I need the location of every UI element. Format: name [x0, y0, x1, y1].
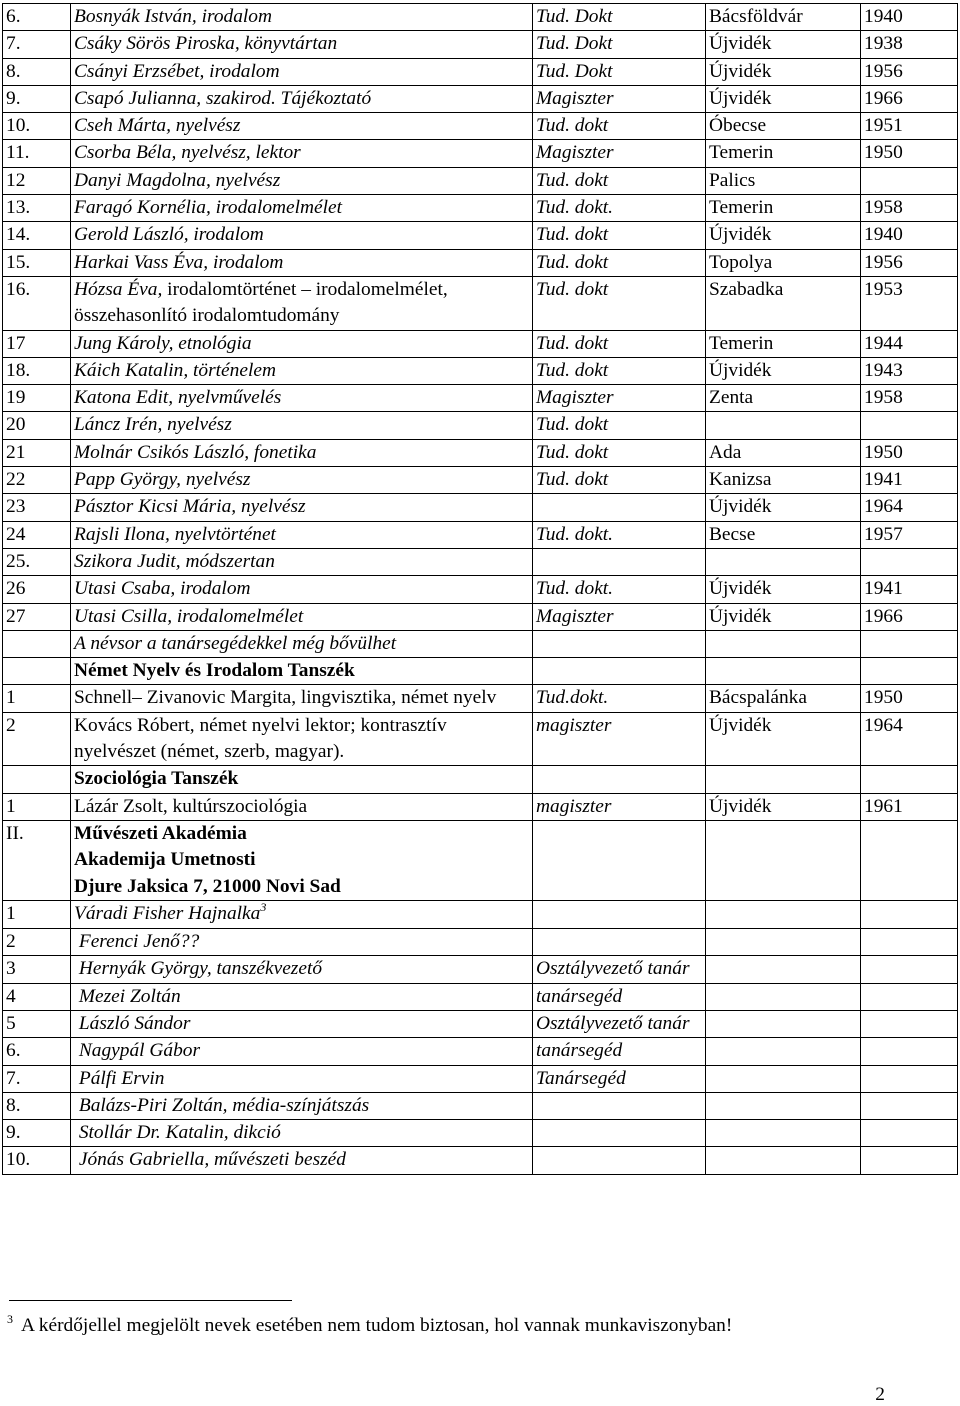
staff-birthplace: Zenta [706, 385, 861, 412]
staff-position [533, 1147, 706, 1174]
staff-name [71, 900, 533, 928]
staff-name-text: Nagypál Gábor [74, 1040, 201, 1062]
staff-position [533, 1092, 706, 1119]
staff-name [71, 1092, 533, 1119]
staff-degree: Tud. dokt [533, 276, 706, 330]
staff-name-text: Mezei Zoltán [74, 985, 181, 1007]
staff-degree: Tud. dokt [533, 249, 706, 276]
staff-birthplace: Temerin [706, 140, 861, 167]
empty-cell [861, 630, 958, 657]
staff-birthyear: 1966 [861, 85, 958, 112]
academy-heading [71, 820, 533, 900]
row-number: 8. [3, 1092, 71, 1119]
staff-name [71, 956, 533, 983]
staff-name: Harkai Vass Éva, irodalom [71, 249, 533, 276]
empty-cell [861, 900, 958, 928]
staff-birthyear: 1950 [861, 685, 958, 712]
staff-birthyear: 1966 [861, 603, 958, 630]
table-row [3, 712, 958, 766]
staff-birthyear: 1956 [861, 249, 958, 276]
section-number: II. [3, 820, 71, 900]
staff-birthplace: Temerin [706, 195, 861, 222]
staff-name: Csáky Sörös Piroska, könyvtártan [71, 31, 533, 58]
table-row [3, 658, 958, 685]
row-number: 15. [3, 249, 71, 276]
staff-birthplace [706, 412, 861, 439]
table-row [3, 195, 958, 222]
row-number: 25. [3, 548, 71, 575]
row-number: 20 [3, 412, 71, 439]
staff-name-text: László Sándor [74, 1012, 191, 1034]
staff-birthyear: 1951 [861, 113, 958, 140]
empty-cell [706, 1065, 861, 1092]
staff-degree: magiszter [533, 712, 706, 766]
staff-name: Pásztor Kicsi Mária, nyelvész [71, 494, 533, 521]
empty-cell [706, 766, 861, 793]
staff-degree: Tud. Dokt [533, 4, 706, 31]
table-row [3, 685, 958, 712]
footnote-reference: 3 [260, 899, 267, 914]
staff-name-italic: Hózsa Éva, [74, 278, 163, 300]
staff-name: Cseh Márta, nyelvész [71, 113, 533, 140]
staff-birthyear: 1957 [861, 521, 958, 548]
row-number: 24 [3, 521, 71, 548]
staff-degree: Tud. dokt [533, 467, 706, 494]
staff-degree [533, 548, 706, 575]
staff-birthplace: Újvidék [706, 576, 861, 603]
empty-cell [861, 1038, 958, 1065]
table-row [3, 1120, 958, 1147]
row-number: 19 [3, 385, 71, 412]
staff-birthyear: 1944 [861, 330, 958, 357]
staff-birthplace: Bácsföldvár [706, 4, 861, 31]
staff-degree: Tud. dokt [533, 113, 706, 140]
staff-name: Lázár Zsolt, kultúrszociológia [71, 793, 533, 820]
table-row [3, 820, 958, 900]
empty-cell [533, 820, 706, 900]
staff-birthplace: Becse [706, 521, 861, 548]
staff-name: Jung Károly, etnológia [71, 330, 533, 357]
staff-name: Csapó Julianna, szakirod. Tájékoztató [71, 85, 533, 112]
staff-field: irodalomtörténet – irodalomelmélet, összehasonlító irodalomtudomány [74, 278, 448, 327]
table-row [3, 494, 958, 521]
empty-cell [706, 1120, 861, 1147]
staff-degree: Tud.dokt. [533, 685, 706, 712]
staff-degree [533, 494, 706, 521]
table-row [3, 1065, 958, 1092]
empty-cell [533, 658, 706, 685]
staff-name: Schnell– Zivanovic Margita, lingvisztika, német nyelv [71, 685, 533, 712]
staff-name: Káich Katalin, történelem [71, 357, 533, 384]
staff-degree: Tud. dokt [533, 439, 706, 466]
staff-degree: Magiszter [533, 385, 706, 412]
row-number: 4 [3, 983, 71, 1010]
staff-degree: Tud. dokt [533, 222, 706, 249]
empty-cell [861, 1147, 958, 1174]
empty-cell [533, 766, 706, 793]
row-number: 3 [3, 956, 71, 983]
table-row [3, 521, 958, 548]
staff-birthplace: Újvidék [706, 58, 861, 85]
row-number: 17 [3, 330, 71, 357]
staff-name: Utasi Csilla, irodalomelmélet [71, 603, 533, 630]
staff-birthplace: Palics [706, 167, 861, 194]
empty-cell [861, 956, 958, 983]
empty-cell [706, 1038, 861, 1065]
staff-birthplace: Újvidék [706, 712, 861, 766]
row-number: 12 [3, 167, 71, 194]
table-row [3, 793, 958, 820]
staff-degree: Tud. dokt [533, 357, 706, 384]
table-row [3, 222, 958, 249]
staff-name-text: Váradi Fisher Hajnalka [74, 902, 261, 924]
table-row [3, 766, 958, 793]
staff-birthyear: 1940 [861, 4, 958, 31]
staff-name: Csorba Béla, nyelvész, lektor [71, 140, 533, 167]
table-row [3, 113, 958, 140]
staff-name [71, 1120, 533, 1147]
staff-degree: Tud. dokt. [533, 195, 706, 222]
staff-birthplace: Ada [706, 439, 861, 466]
row-number [3, 766, 71, 793]
row-number: 6. [3, 4, 71, 31]
staff-name [71, 276, 533, 330]
staff-birthyear: 1956 [861, 58, 958, 85]
row-number: 9. [3, 85, 71, 112]
empty-cell [861, 820, 958, 900]
row-number: 27 [3, 603, 71, 630]
staff-name: Molnár Csikós László, fonetika [71, 439, 533, 466]
staff-table [2, 3, 958, 1175]
table-row [3, 385, 958, 412]
row-number: 14. [3, 222, 71, 249]
staff-name-text: Hernyák György, tanszékvezető [74, 958, 323, 980]
staff-name [71, 929, 533, 956]
staff-degree: Magiszter [533, 85, 706, 112]
staff-name: Katona Edit, nyelvművelés [71, 385, 533, 412]
document-page [0, 3, 960, 1175]
row-number [3, 630, 71, 657]
table-row [3, 603, 958, 630]
table-row [3, 1010, 958, 1037]
row-number: 10. [3, 113, 71, 140]
empty-cell [706, 1092, 861, 1119]
empty-cell [861, 658, 958, 685]
staff-birthyear: 1941 [861, 467, 958, 494]
row-number: 1 [3, 793, 71, 820]
staff-birthyear [861, 548, 958, 575]
staff-birthyear: 1943 [861, 357, 958, 384]
row-number: 11. [3, 140, 71, 167]
table-row [3, 1147, 958, 1174]
table-row [3, 900, 958, 928]
table-row [3, 1092, 958, 1119]
staff-table-body [3, 4, 958, 1175]
list-note: A névsor a tanársegédekkel még bővülhet [71, 630, 533, 657]
department-heading: Szociológia Tanszék [71, 766, 533, 793]
academy-heading-line3: Djure Jaksica 7, 21000 Novi Sad [74, 875, 341, 897]
row-number: 21 [3, 439, 71, 466]
staff-degree: Magiszter [533, 603, 706, 630]
staff-birthyear: 1958 [861, 195, 958, 222]
table-row [3, 630, 958, 657]
empty-cell [861, 766, 958, 793]
empty-cell [706, 658, 861, 685]
empty-cell [706, 956, 861, 983]
staff-name-text: Jónás Gabriella, művészeti beszéd [74, 1149, 346, 1171]
staff-name: Kovács Róbert, német nyelvi lektor; kontrasztív nyelvészet (német, szerb, magyar). [71, 712, 533, 766]
staff-name [71, 1065, 533, 1092]
row-number: 1 [3, 900, 71, 928]
staff-birthplace: Újvidék [706, 31, 861, 58]
empty-cell [861, 929, 958, 956]
staff-position: Osztályvezető tanár [533, 1010, 706, 1037]
staff-position [533, 900, 706, 928]
table-row [3, 276, 958, 330]
staff-name: Csányi Erzsébet, irodalom [71, 58, 533, 85]
row-number: 10. [3, 1147, 71, 1174]
table-row [3, 1038, 958, 1065]
empty-cell [706, 1147, 861, 1174]
row-number: 16. [3, 276, 71, 330]
footnote-separator [9, 1300, 292, 1301]
staff-birthplace: Szabadka [706, 276, 861, 330]
table-row [3, 439, 958, 466]
table-row [3, 412, 958, 439]
page-number: 2 [875, 1384, 885, 1405]
staff-birthyear: 1938 [861, 31, 958, 58]
staff-birthyear: 1958 [861, 385, 958, 412]
table-row [3, 576, 958, 603]
empty-cell [533, 630, 706, 657]
staff-name: Gerold László, irodalom [71, 222, 533, 249]
row-number: 1 [3, 685, 71, 712]
staff-degree: Tud. Dokt [533, 58, 706, 85]
footnote-text: A kérdőjellel megjelölt nevek esetében nem tudom biztosan, hol vannak munkaviszonyban! [21, 1315, 733, 1336]
staff-degree: Tud. dokt [533, 412, 706, 439]
staff-name: Szikora Judit, módszertan [71, 548, 533, 575]
empty-cell [706, 820, 861, 900]
staff-birthplace: Temerin [706, 330, 861, 357]
table-row [3, 548, 958, 575]
staff-name-text: Stollár Dr. Katalin, dikció [74, 1122, 281, 1144]
staff-name: Bosnyák István, irodalom [71, 4, 533, 31]
table-row [3, 983, 958, 1010]
staff-birthplace: Kanizsa [706, 467, 861, 494]
row-number: 9. [3, 1120, 71, 1147]
staff-position: Tanársegéd [533, 1065, 706, 1092]
staff-name [71, 1147, 533, 1174]
table-row [3, 85, 958, 112]
table-row [3, 249, 958, 276]
staff-birthyear: 1964 [861, 494, 958, 521]
table-row [3, 956, 958, 983]
table-row [3, 4, 958, 31]
empty-cell [706, 630, 861, 657]
table-row [3, 140, 958, 167]
table-row [3, 357, 958, 384]
row-number: 2 [3, 929, 71, 956]
footnote [7, 1312, 733, 1337]
footnote-mark: 3 [7, 1312, 13, 1326]
row-number: 26 [3, 576, 71, 603]
empty-cell [861, 1092, 958, 1119]
staff-name-text: Pálfi Ervin [74, 1067, 165, 1089]
staff-birthplace: Bácspalánka [706, 685, 861, 712]
staff-position [533, 929, 706, 956]
staff-position [533, 1120, 706, 1147]
row-number: 2 [3, 712, 71, 766]
staff-name-text: Ferenci Jenő?? [74, 931, 200, 953]
row-number: 7. [3, 1065, 71, 1092]
row-number: 8. [3, 58, 71, 85]
table-row [3, 330, 958, 357]
row-number: 5 [3, 1010, 71, 1037]
staff-birthplace: Újvidék [706, 222, 861, 249]
staff-name-text: Balázs-Piri Zoltán, média-színjátszás [74, 1094, 370, 1116]
row-number: 6. [3, 1038, 71, 1065]
staff-birthyear: 1961 [861, 793, 958, 820]
row-number: 13. [3, 195, 71, 222]
staff-degree: Tud. dokt. [533, 521, 706, 548]
academy-heading-line2: Akademija Umetnosti [74, 849, 256, 871]
row-number: 23 [3, 494, 71, 521]
staff-position: tanársegéd [533, 1038, 706, 1065]
staff-name: Danyi Magdolna, nyelvész [71, 167, 533, 194]
staff-birthyear [861, 167, 958, 194]
staff-birthplace [706, 548, 861, 575]
staff-name [71, 983, 533, 1010]
staff-birthplace: Újvidék [706, 793, 861, 820]
staff-degree: Tud. dokt [533, 167, 706, 194]
staff-birthyear: 1940 [861, 222, 958, 249]
row-number [3, 658, 71, 685]
table-row [3, 31, 958, 58]
staff-position: Osztályvezető tanár [533, 956, 706, 983]
academy-heading-line1: Művészeti Akadémia [74, 822, 247, 844]
table-row [3, 467, 958, 494]
empty-cell [706, 1010, 861, 1037]
table-row [3, 167, 958, 194]
staff-birthyear: 1950 [861, 439, 958, 466]
staff-birthyear: 1953 [861, 276, 958, 330]
staff-birthyear [861, 412, 958, 439]
empty-cell [706, 929, 861, 956]
empty-cell [861, 1120, 958, 1147]
staff-degree: Tud. dokt [533, 330, 706, 357]
staff-birthyear: 1950 [861, 140, 958, 167]
staff-birthplace: Újvidék [706, 603, 861, 630]
empty-cell [706, 900, 861, 928]
staff-name: Utasi Csaba, irodalom [71, 576, 533, 603]
table-row [3, 929, 958, 956]
staff-name: Faragó Kornélia, irodalomelmélet [71, 195, 533, 222]
staff-birthplace: Óbecse [706, 113, 861, 140]
empty-cell [861, 983, 958, 1010]
staff-position: tanársegéd [533, 983, 706, 1010]
staff-birthplace: Topolya [706, 249, 861, 276]
department-heading: Német Nyelv és Irodalom Tanszék [71, 658, 533, 685]
staff-name: Rajsli Ilona, nyelvtörténet [71, 521, 533, 548]
staff-name [71, 1038, 533, 1065]
row-number: 22 [3, 467, 71, 494]
staff-degree: Tud. dokt. [533, 576, 706, 603]
empty-cell [861, 1010, 958, 1037]
staff-degree: Magiszter [533, 140, 706, 167]
staff-degree: Tud. Dokt [533, 31, 706, 58]
table-row [3, 58, 958, 85]
empty-cell [706, 983, 861, 1010]
staff-birthyear: 1964 [861, 712, 958, 766]
staff-birthplace: Újvidék [706, 494, 861, 521]
empty-cell [861, 1065, 958, 1092]
row-number: 7. [3, 31, 71, 58]
staff-degree: magiszter [533, 793, 706, 820]
staff-name: Papp György, nyelvész [71, 467, 533, 494]
staff-birthplace: Újvidék [706, 357, 861, 384]
row-number: 18. [3, 357, 71, 384]
staff-birthplace: Újvidék [706, 85, 861, 112]
staff-name [71, 1010, 533, 1037]
staff-birthyear: 1941 [861, 576, 958, 603]
staff-name: Láncz Irén, nyelvész [71, 412, 533, 439]
